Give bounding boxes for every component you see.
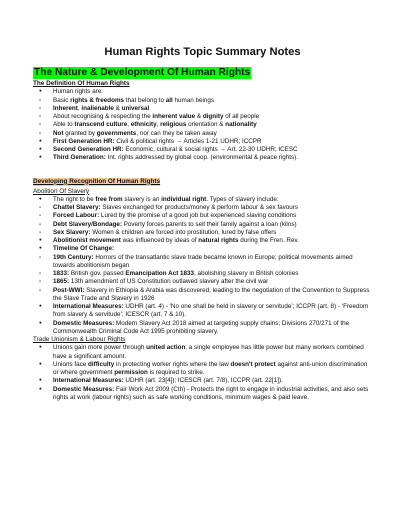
list-item (33, 196, 372, 204)
dash-icon (39, 278, 49, 286)
dash-icon (39, 113, 49, 121)
list-item (33, 130, 372, 138)
list-item (33, 121, 372, 129)
list-item-text: First Generation HR: Civil & political rights → Articles 1-21 UDHR; ICCPR (53, 137, 262, 145)
list-item-text: Abolitionist movement was influenced by ideas of natural rights during the Fren. Rev. (53, 237, 299, 245)
bullet-icon (39, 377, 49, 385)
list-item (33, 344, 372, 361)
list-item-text: Basic rights & freedoms that belong to all human beings (53, 96, 215, 104)
list-item-text: Second Generation HR: Economic, cultural & social rights → Art. 22-30 UDHR; ICESC (53, 146, 298, 154)
slavery-heading: Abolition Of Slavery (33, 187, 90, 195)
list-item (33, 245, 372, 253)
list-item-text: Human rights are: (53, 88, 104, 96)
dash-icon (39, 97, 49, 105)
recognition-heading: Developing Recognition Of Human Rights (33, 177, 161, 185)
bullet-icon (39, 344, 49, 352)
bullet-icon (39, 138, 49, 146)
list-item-text: Debt Slavery/Bondage: Poverty forces parents to sell their family against a loan (kilns) (53, 220, 297, 228)
list-item (33, 154, 372, 162)
page-title: Human Rights Topic Summary Notes (104, 46, 301, 58)
dash-icon (39, 212, 49, 220)
bullet-icon (39, 361, 49, 369)
list-item (33, 254, 372, 271)
list-item (33, 270, 372, 278)
list-item-text: Third Generation: Int. rights addressed by global coop. (environmental & peace rights). (53, 154, 298, 162)
list-item-text: Unions face difficulty in protecting worker rights where the law doesn't protect against anti-union discrimination or where government permission is required to strike. (53, 360, 368, 377)
dash-icon (39, 204, 49, 212)
list-item-text: Domestic Measures: Fair Work Act 2009 (Cth) - Protects the right to engage in industrial activities, and also sets rights at work (labour rights) such as safe working conditions, minimum wages & paid leave. (53, 385, 369, 401)
recognition-heading-row (33, 170, 372, 188)
list-item (33, 229, 372, 237)
bullet-icon (39, 386, 49, 394)
list-item (33, 320, 372, 337)
list-item (33, 287, 372, 304)
list-item-text: Domestic Measures: Modern Slavery Act 2018 aimed at targeting supply chains; Divisions 270/271 of the Commonwealth Criminal Code Act 1995 prohibiting slavery. (53, 319, 350, 335)
dash-icon (39, 254, 49, 262)
union-list (33, 344, 372, 402)
bullet-icon (39, 245, 49, 253)
list-item (33, 88, 372, 96)
list-item (33, 138, 372, 146)
list-item (33, 221, 372, 229)
list-item-text: International Measures: UDHR (art. 4) - ‘No one shall be held in slavery or servitude’; ICCPR (art. 8) - ‘Freedom from slavery & servitude’; ICESCR (art. 7 & 10). (53, 303, 369, 319)
list-item-text: Timeline Of Change: (53, 245, 115, 253)
list-item-text: Unions gain more power through united action; a single employee has little power but many workers combined have a significant amount. (53, 344, 364, 360)
union-heading: Trade Unionism & Labour Rights (33, 336, 126, 344)
dash-icon (39, 105, 49, 113)
list-item-text: Forced Labour: Lured by the promise of a good job but experienced slaving conditions (53, 212, 297, 220)
list-item-text: Inherent, inalienable & universal (53, 104, 150, 112)
list-item (33, 146, 372, 154)
list-item-text: Not granted by governments, nor can they be taken away (53, 129, 217, 137)
list-item (33, 113, 372, 121)
list-item (33, 237, 372, 245)
bullet-icon (39, 320, 49, 328)
list-item-text: 1865: 13th amendment of US Constitution outlawed slavery after the civil war (53, 278, 269, 286)
list-item-text: The right to be free from slavery is an individual right. Types of slavery include: (53, 195, 279, 203)
list-item-text: Post-WWI: Slavery in Ethiopia & Arabia was discovered, leading to the negotiation of the Convention to Suppress the Slave Trade and Slavery in 1926 (53, 286, 370, 302)
list-item (33, 204, 372, 212)
list-item (33, 361, 372, 378)
section-heading-row (33, 62, 372, 80)
list-item-text: About recognising & respecting the inherent value & dignity of all people (53, 113, 260, 121)
bullet-icon (39, 154, 49, 162)
dash-icon (39, 287, 49, 295)
list-item-text: International Measures: UDHR (art. 23[4]); ICESCR (art. 7/8), ICCPR (art. 22[1]). (53, 377, 283, 385)
dash-icon (39, 229, 49, 237)
section-heading-nature: The Nature & Development Of Human Rights (34, 67, 251, 78)
list-item (33, 386, 372, 403)
list-item (33, 377, 372, 385)
list-item-text: Sex Slavery: Women & children are forced into prostitution, lured by false offers (53, 228, 277, 236)
list-item (33, 212, 372, 220)
list-item (33, 278, 372, 286)
definition-heading: The Definition Of Human Rights (33, 80, 130, 87)
bullet-icon (39, 196, 49, 204)
list-item (33, 97, 372, 105)
list-item (33, 105, 372, 113)
list-item (33, 303, 372, 320)
list-item-text: Chattel Slavery: Slaves exchanged for products/money & perform labour & sex favours (53, 204, 299, 212)
slavery-list (33, 196, 372, 336)
dash-icon (39, 270, 49, 278)
definition-list (33, 88, 372, 162)
dash-icon (39, 221, 49, 229)
list-item-text: 19th Century: Horrors of the transatlantic slave trade became known in Europe; political movements aimed towards abolitionism began (53, 253, 353, 269)
bullet-icon (39, 88, 49, 96)
bullet-icon (39, 303, 49, 311)
dash-icon (39, 121, 49, 129)
dash-icon (39, 130, 49, 138)
list-item-text: 1833: British gov. passed Emancipation Act 1833, abolishing slavery in British colonies (53, 270, 299, 278)
list-item-text: Able to transcend culture, ethnicity, religious orientation & nationality (53, 121, 257, 129)
